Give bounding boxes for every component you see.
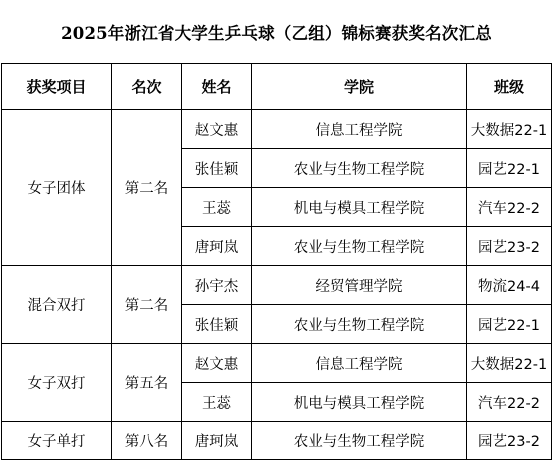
- name-cell: 唐珂岚: [182, 227, 252, 266]
- table-row: [2, 422, 552, 460]
- college-cell: 农业与生物工程学院: [252, 305, 467, 344]
- name-cell: 赵文惠: [182, 344, 252, 383]
- name-cell: 王蕊: [182, 188, 252, 227]
- class-cell: 汽车22-2: [467, 383, 552, 422]
- awards-table: [1, 63, 552, 460]
- table-row: [2, 344, 552, 383]
- event-cell: 混合双打: [2, 266, 112, 344]
- header-name: 姓名: [182, 64, 252, 110]
- class-cell: 大数据22-1: [467, 110, 552, 149]
- header-class: 班级: [467, 64, 552, 110]
- class-cell: 物流24-4: [467, 266, 552, 305]
- header-rank: 名次: [112, 64, 182, 110]
- college-cell: 信息工程学院: [252, 344, 467, 383]
- name-cell: 张佳颖: [182, 149, 252, 188]
- page-title: 2025年浙江省大学生乒乓球（乙组）锦标赛获奖名次汇总: [61, 23, 492, 43]
- college-cell: 农业与生物工程学院: [252, 422, 467, 460]
- class-cell: 园艺23-2: [467, 227, 552, 266]
- name-cell: 唐珂岚: [182, 422, 252, 460]
- name-cell: 张佳颖: [182, 305, 252, 344]
- college-cell: 农业与生物工程学院: [252, 227, 467, 266]
- class-cell: 大数据22-1: [467, 344, 552, 383]
- class-cell: 园艺23-2: [467, 422, 552, 460]
- class-cell: 园艺22-1: [467, 305, 552, 344]
- rank-cell: 第五名: [112, 344, 182, 422]
- name-cell: 孙宇杰: [182, 266, 252, 305]
- header-event: 获奖项目: [2, 64, 112, 110]
- name-cell: 王蕊: [182, 383, 252, 422]
- rank-cell: 第二名: [112, 266, 182, 344]
- table-row: [2, 266, 552, 305]
- class-cell: 汽车22-2: [467, 188, 552, 227]
- event-cell: 女子双打: [2, 344, 112, 422]
- header-college: 学院: [252, 64, 467, 110]
- class-cell: 园艺22-1: [467, 149, 552, 188]
- event-cell: 女子团体: [2, 110, 112, 266]
- rank-cell: 第二名: [112, 110, 182, 266]
- college-cell: 机电与模具工程学院: [252, 383, 467, 422]
- college-cell: 农业与生物工程学院: [252, 149, 467, 188]
- college-cell: 经贸管理学院: [252, 266, 467, 305]
- table-header-row: [2, 64, 552, 110]
- college-cell: 信息工程学院: [252, 110, 467, 149]
- table-row: [2, 110, 552, 149]
- college-cell: 机电与模具工程学院: [252, 188, 467, 227]
- name-cell: 赵文惠: [182, 110, 252, 149]
- rank-cell: 第八名: [112, 422, 182, 460]
- event-cell: 女子单打: [2, 422, 112, 460]
